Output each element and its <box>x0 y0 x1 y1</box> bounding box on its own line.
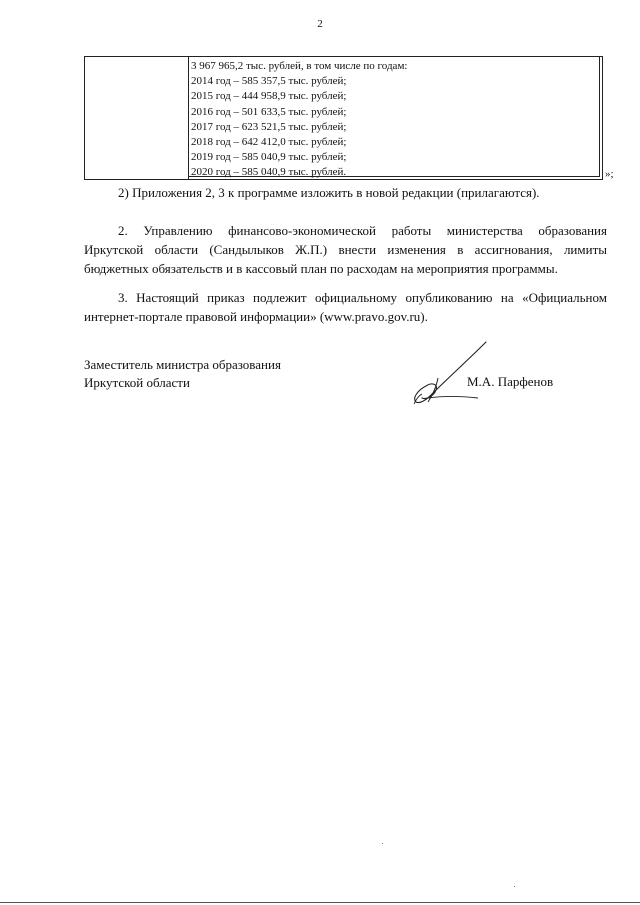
funding-year-line: 2019 год – 585 040,9 тыс. рублей; <box>191 151 347 164</box>
funding-table <box>84 56 603 180</box>
signatory-position <box>84 356 281 392</box>
handwritten-signature <box>408 338 498 408</box>
paragraph-item-3 <box>84 288 607 326</box>
table-left-cell <box>85 57 189 179</box>
paragraph-item-3-text: 3. Настоящий приказ подлежит официальному опубликованию на «Официальном интернет-портале правовой информации» (www.pravo.gov.ru). <box>84 290 607 324</box>
signatory-position-line-1: Заместитель министра образования <box>84 357 281 372</box>
table-inner-rule <box>189 176 600 177</box>
paragraph-item-1 <box>84 183 607 202</box>
funding-year-line: 2016 год – 501 633,5 тыс. рублей; <box>191 105 347 118</box>
table-right-cell <box>189 59 602 181</box>
funding-year-line: 2015 год – 444 958,9 тыс. рублей; <box>191 90 347 103</box>
paragraph-item-2-text: 2. Управлению финансово-экономической работы министерства образования Иркутской области (Сандылыков Ж.П.) внести изменения в ассигнования, лимиты бюджетных обязательств и в кассовый план по расходам на мероприятия программы. <box>84 223 607 276</box>
page-number: 2 <box>317 18 323 30</box>
funding-year-line: 2017 год – 623 521,5 тыс. рублей; <box>191 120 347 133</box>
signatory-name: М.А. Парфенов <box>467 374 554 389</box>
scan-artifact <box>514 886 515 887</box>
paragraph-item-2 <box>84 221 607 278</box>
funding-year-line: 2018 год – 642 412,0 тыс. рублей; <box>191 136 347 149</box>
paragraph-item-1-text: 2) Приложения 2, 3 к программе изложить в новой редакции (прилагаются). <box>118 185 540 200</box>
funding-year-line: 2014 год – 585 357,5 тыс. рублей; <box>191 75 347 88</box>
scan-artifact <box>382 843 383 844</box>
page-edge-rule <box>0 902 640 903</box>
funding-total-line: 3 967 965,2 тыс. рублей, в том числе по годам: <box>191 60 408 72</box>
funding-year-line: 2020 год – 585 040,9 тыс. рублей. <box>191 166 347 179</box>
signatory-position-line-2: Иркутской области <box>84 375 190 390</box>
closing-quote-mark: »; <box>605 168 614 180</box>
table-inner-vrule <box>599 57 600 177</box>
